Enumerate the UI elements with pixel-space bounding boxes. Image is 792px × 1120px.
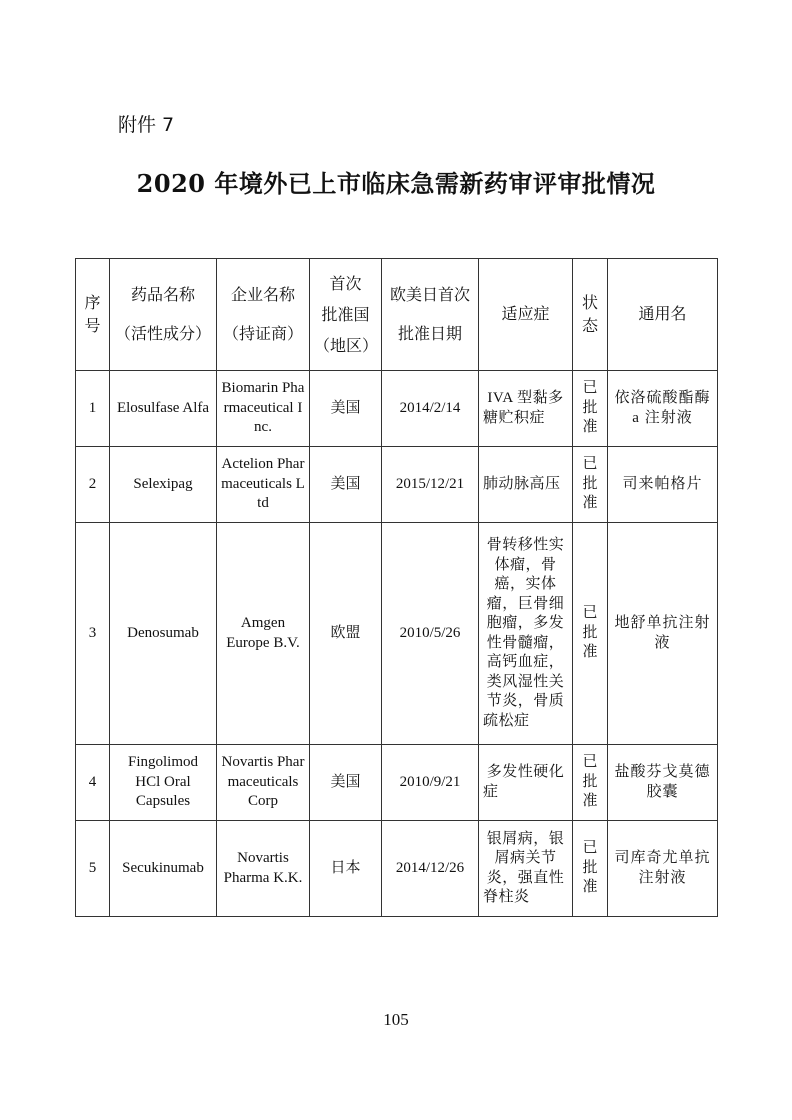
header-first-date-line2: 批准日期	[397, 323, 462, 343]
cell-status: 已批准	[573, 745, 608, 821]
cell-no: 3	[76, 523, 110, 745]
header-indication: 适应症	[479, 259, 573, 371]
cell-country: 日本	[310, 821, 382, 917]
cell-country: 美国	[310, 371, 382, 447]
cell-country: 欧盟	[310, 523, 382, 745]
table-row	[76, 821, 718, 917]
header-first-country-line3: （地区）	[314, 336, 379, 356]
cell-generic: 盐酸芬戈莫德胶囊	[608, 745, 718, 821]
header-first-country-line2: 批准国	[321, 304, 370, 324]
cell-date: 2015/12/21	[382, 447, 479, 523]
header-row	[76, 259, 718, 371]
header-company-sub: （持证商）	[222, 323, 303, 343]
table-row	[76, 523, 718, 745]
cell-drug: Fingolimod HCl Oral Capsules	[110, 745, 217, 821]
cell-generic: 司库奇尤单抗注射液	[608, 821, 718, 917]
cell-drug: Elosulfase Alfa	[110, 371, 217, 447]
cell-date: 2010/5/26	[382, 523, 479, 745]
cell-date: 2014/12/26	[382, 821, 479, 917]
cell-generic: 司来帕格片	[608, 447, 718, 523]
cell-company: Biomarin Pharmaceutical Inc.	[217, 371, 310, 447]
cell-no: 1	[76, 371, 110, 447]
cell-no: 5	[76, 821, 110, 917]
header-drug-name-sub: （活性成分）	[114, 323, 211, 343]
cell-date: 2010/9/21	[382, 745, 479, 821]
cell-drug: Selexipag	[110, 447, 217, 523]
page-title: 2020 年境外已上市临床急需新药审评审批情况	[136, 169, 656, 198]
cell-status: 已批准	[573, 447, 608, 523]
cell-indication: IVA 型黏多糖贮积症	[479, 371, 573, 447]
cell-no: 2	[76, 447, 110, 523]
header-company-main: 企业名称	[230, 284, 295, 304]
header-drug-name	[110, 259, 217, 371]
page-number: 105	[383, 1010, 409, 1029]
cell-indication: 肺动脉高压	[479, 447, 573, 523]
table-row	[76, 447, 718, 523]
header-drug-name-main: 药品名称	[130, 284, 195, 304]
cell-country: 美国	[310, 745, 382, 821]
cell-country: 美国	[310, 447, 382, 523]
cell-company: Amgen Europe B.V.	[217, 523, 310, 745]
cell-generic: 依洛硫酸酯酶 a 注射液	[608, 371, 718, 447]
cell-indication: 银屑病，银屑病关节炎，强直性脊柱炎	[479, 821, 573, 917]
header-company	[217, 259, 310, 371]
cell-status: 已批准	[573, 523, 608, 745]
header-first-country-line1: 首次	[329, 273, 362, 293]
cell-date: 2014/2/14	[382, 371, 479, 447]
cell-status: 已批准	[573, 821, 608, 917]
cell-no: 4	[76, 745, 110, 821]
cell-indication: 多发性硬化症	[479, 745, 573, 821]
header-generic-name: 通用名	[608, 259, 718, 371]
header-first-date	[382, 259, 479, 371]
cell-indication: 骨转移性实体瘤，骨癌，实体瘤，巨骨细胞瘤，多发性骨髓瘤，高钙血症，类风湿性关节炎，骨质疏松症	[479, 523, 573, 745]
header-no: 序号	[76, 259, 110, 371]
cell-generic: 地舒单抗注射液	[608, 523, 718, 745]
header-status: 状态	[573, 259, 608, 371]
cell-company: Actelion Pharmaceuticals Ltd	[217, 447, 310, 523]
cell-company: Novartis Pharma K.K.	[217, 821, 310, 917]
cell-status: 已批准	[573, 371, 608, 447]
table-row	[76, 371, 718, 447]
header-first-country	[310, 259, 382, 371]
approvals-table	[75, 258, 718, 917]
cell-drug: Denosumab	[110, 523, 217, 745]
header-first-date-line1: 欧美日首次	[389, 284, 470, 304]
cell-company: Novartis Pharmaceuticals Corp	[217, 745, 310, 821]
attachment-label: 附件 7	[118, 114, 175, 136]
table-row	[76, 745, 718, 821]
cell-drug: Secukinumab	[110, 821, 217, 917]
